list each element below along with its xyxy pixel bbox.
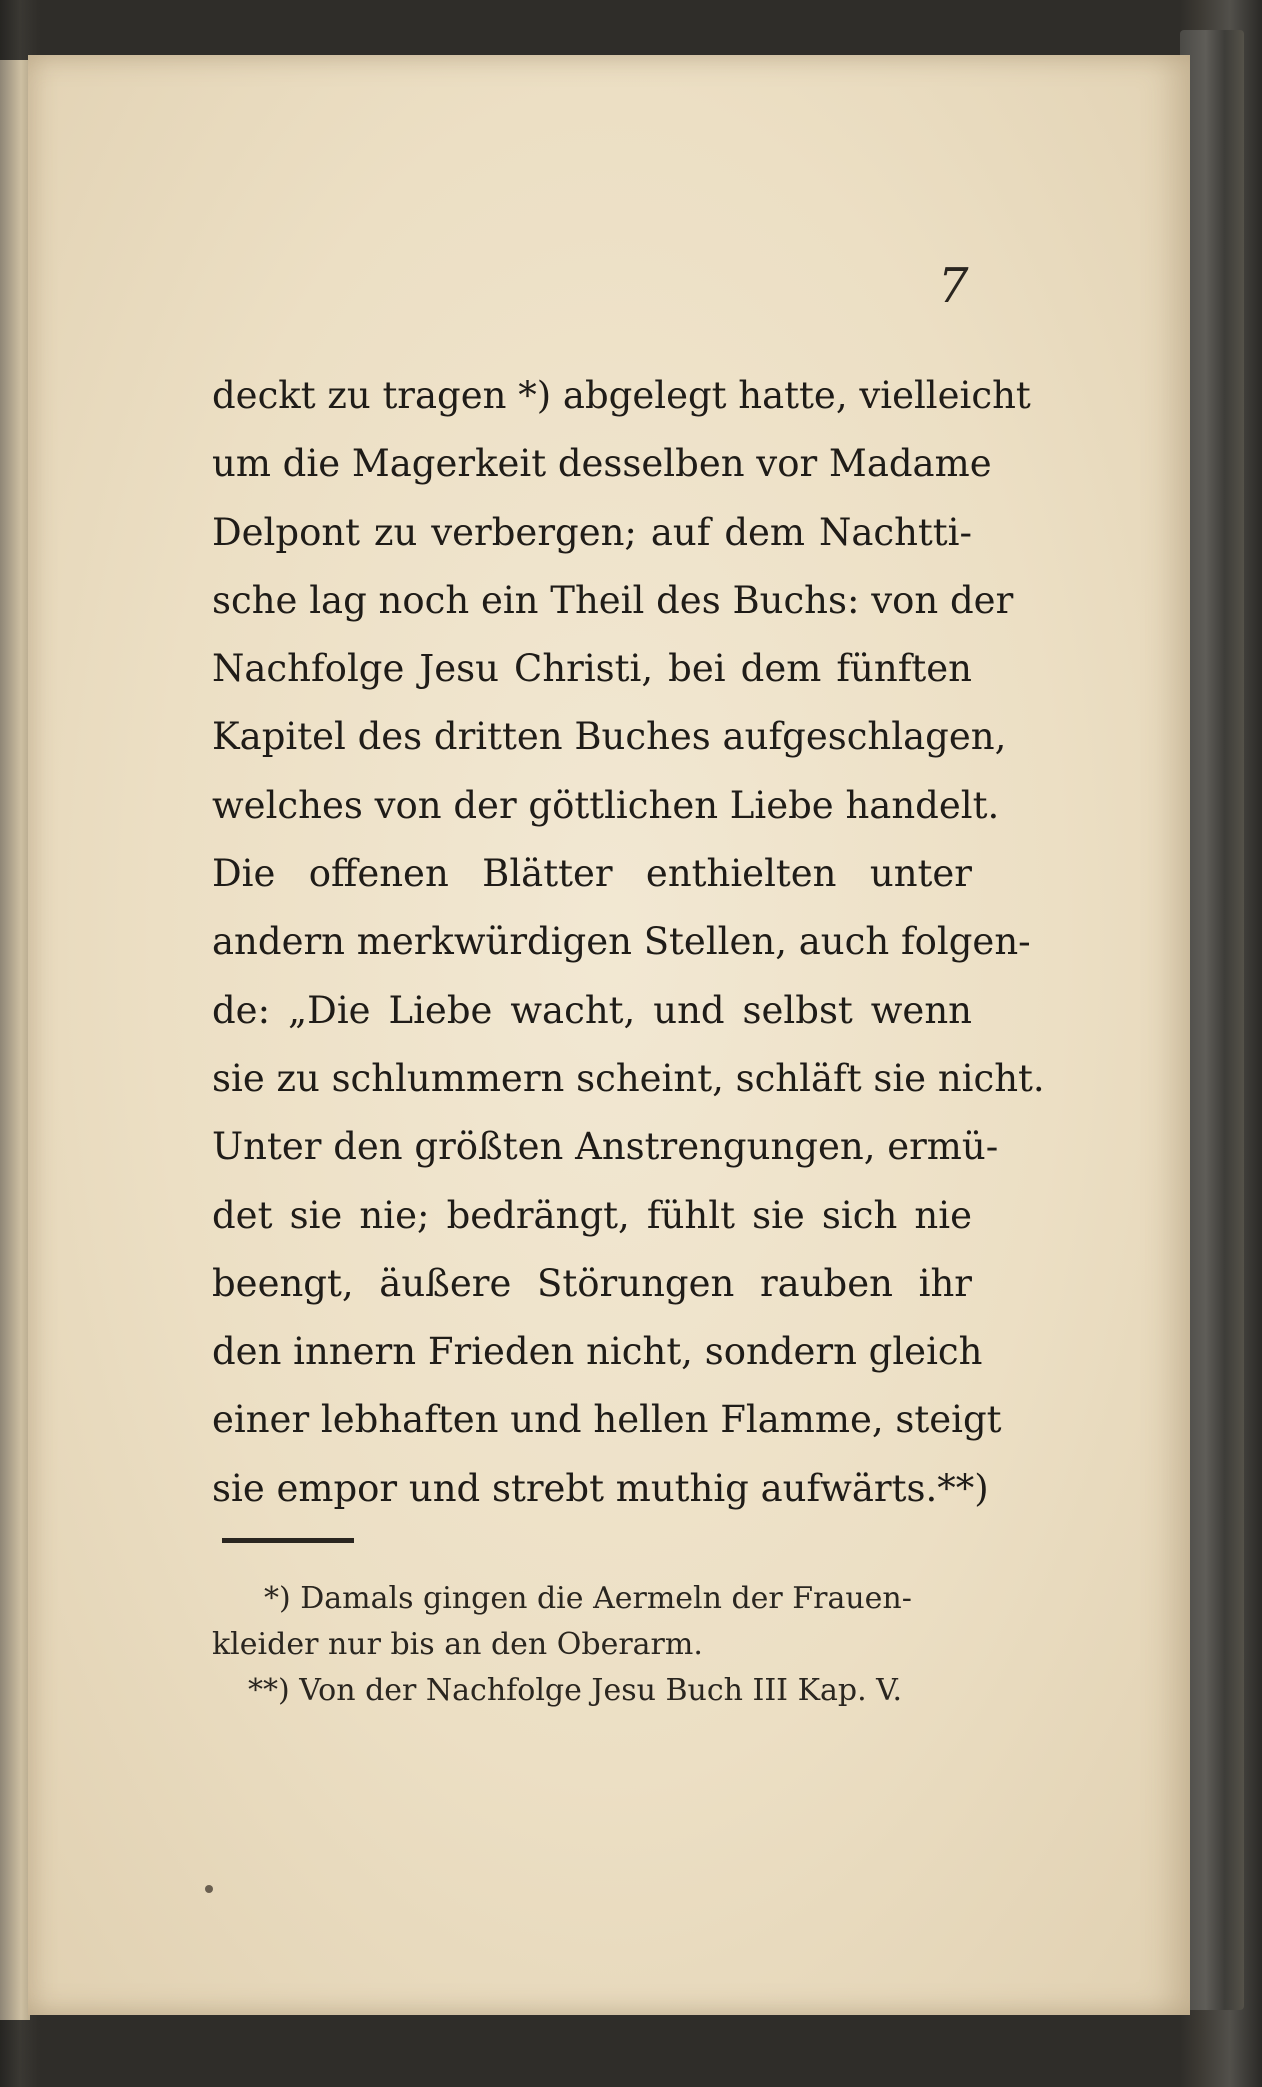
- page-number: 7: [938, 258, 969, 314]
- main-text: [212, 362, 1045, 1523]
- text-line: Die offenen Blätter enthielten unter: [212, 852, 972, 896]
- text-line: Delpont zu verbergen; auf dem Nachtti-: [212, 510, 972, 554]
- text-line: welches von der göttlichen Liebe handelt.: [212, 783, 1000, 827]
- text-line: Nachfolge Jesu Christi, bei dem fünften: [212, 647, 972, 691]
- text-line: de: „Die Liebe wacht, und selbst wenn: [212, 988, 972, 1032]
- text-line: sie zu schlummern scheint, schläft sie nicht.: [212, 1056, 1045, 1100]
- text-line: deckt zu tragen *) abgelegt hatte, vielleicht: [212, 374, 1031, 417]
- text-line: um die Magerkeit desselben vor Madame: [212, 442, 992, 486]
- text-line: sie empor und strebt muthig aufwärts.**): [212, 1466, 989, 1510]
- text-line: den innern Frieden nicht, sondern gleich: [212, 1330, 983, 1374]
- footnotes: [212, 1576, 972, 1714]
- footnote-line: *) Damals gingen die Aermeln der Frauen-: [264, 1581, 912, 1616]
- text-line: Kapitel des dritten Buches aufgeschlagen,: [212, 715, 1007, 759]
- paper-speck: [205, 1885, 213, 1893]
- text-line: andern merkwürdigen Stellen, auch folgen-: [212, 920, 1031, 964]
- footnote-line: **) Von der Nachfolge Jesu Buch III Kap. V.: [248, 1673, 903, 1708]
- footnote-divider: [222, 1538, 354, 1543]
- text-line: einer lebhaften und hellen Flamme, steigt: [212, 1398, 1002, 1442]
- text-line: Unter den größten Anstrengungen, ermü-: [212, 1125, 999, 1169]
- text-line: det sie nie; bedrängt, fühlt sie sich nie: [212, 1193, 972, 1237]
- text-line: sche lag noch ein Theil des Buchs: von der: [212, 578, 1014, 622]
- text-line: beengt, äußere Störungen rauben ihr: [212, 1261, 972, 1305]
- previous-page-edge: [0, 60, 30, 2020]
- footnote-line: kleider nur bis an den Oberarm.: [212, 1627, 703, 1662]
